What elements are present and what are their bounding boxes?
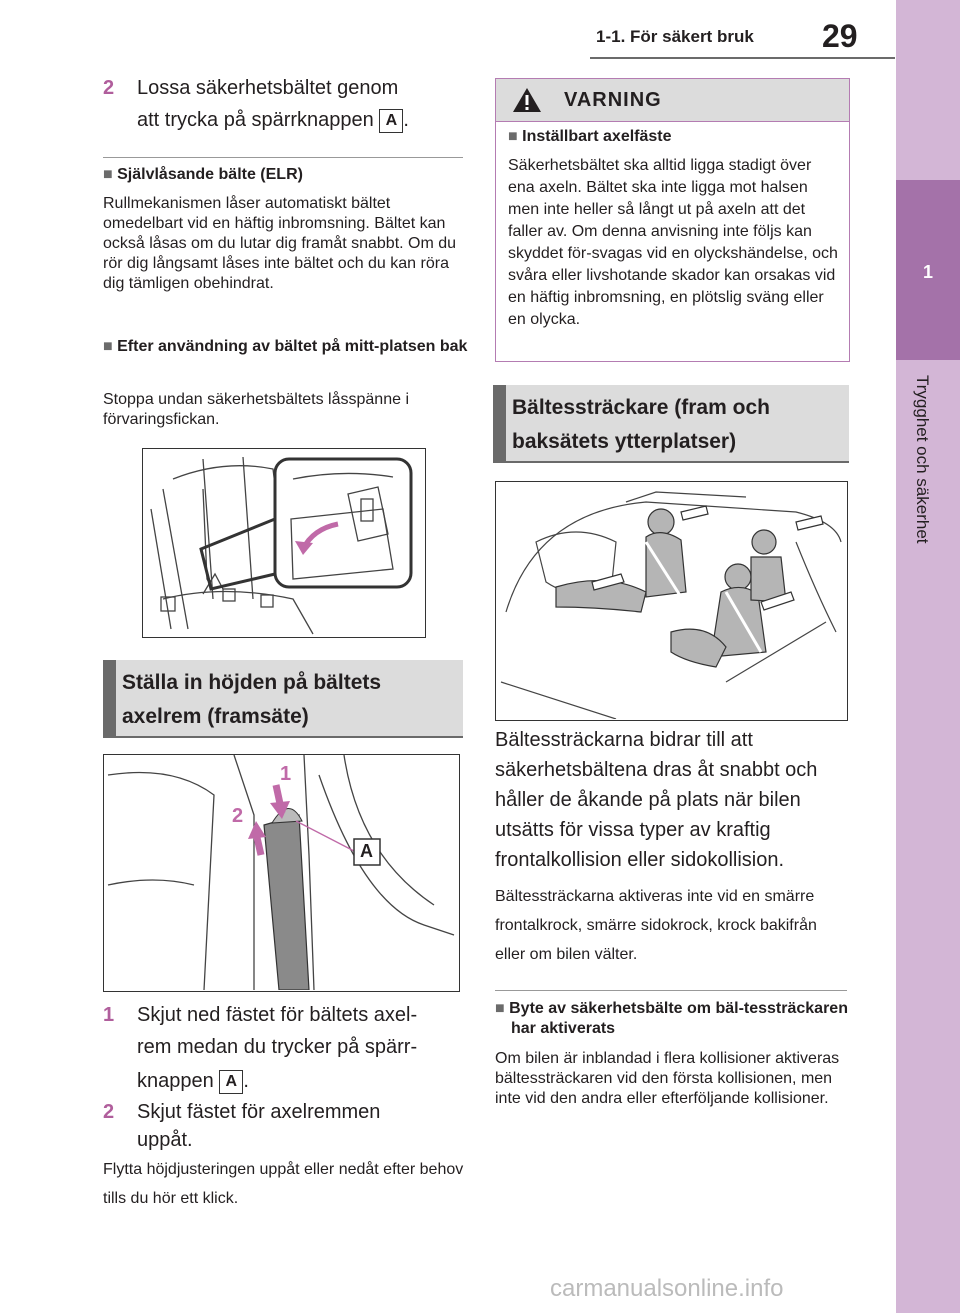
running-header: 1-1. För säkert bruk [596, 27, 754, 46]
pretensioner-illustration [496, 482, 846, 719]
pretensioner-description: Bältessträckarna bidrar till att säkerhetsbältena dras åt snabbt och håller de åkande på plats när bilen utsätts för vissa typer av kraftig frontalkollision eller sidokollision. [495, 729, 818, 871]
bullet-square: ■ [508, 128, 518, 145]
step-text: Skjut ned fästet för bältets axel- [137, 1004, 418, 1026]
figure-pretensioners [495, 481, 848, 721]
step-text: Skjut fästet för axelremmen [137, 1101, 381, 1123]
after-use-heading [103, 337, 479, 357]
replace-title: Byte av säkerhetsbälte om bäl-tessträckaren har aktiverats [509, 1000, 848, 1037]
chapter-title: Trygghet och säkerhet [913, 375, 932, 544]
step-1-line2: rem medan du trycker på spärr- [137, 1036, 418, 1058]
chapter-number: 1 [922, 262, 933, 282]
elr-title: Självlåsande bälte (ELR) [117, 166, 303, 183]
elr-heading [103, 165, 463, 185]
after-use-body: Stoppa undan säkerhetsbältets låsspänne i förvaringsfickan. [103, 391, 409, 428]
button-a-label: A [219, 1070, 243, 1094]
warning-body: Säkerhetsbältet ska alltid ligga stadigt över ena axeln. Bältet ska inte ligga mot halsen men inte heller så långt ut på axeln att det faller av. Om denna anvisning inte följs kan skyddet för-svagas vid en olyckshändelse, och svåra eller livshotande skador kan orsakas vid en häftig inbromsning, en plötslig sväng eller en olycka. [508, 157, 838, 328]
step-number: 2 [103, 77, 115, 99]
bullet-square: ■ [495, 1000, 505, 1017]
step-2-release [103, 72, 463, 104]
step-1-lower [103, 999, 463, 1031]
rear-seat-illustration [143, 449, 424, 636]
divider [103, 157, 463, 158]
callout-2: 2 [232, 805, 244, 827]
figure-shoulder-anchor [103, 754, 460, 992]
elr-body: Rullmekanismen låser automatiskt bältet omedelbart vid en häftig inbromsning. Bältet kan också låsas om du lutar dig framåt snabbt. Om du rör dig långsamt låses inte bältet och du kan röra dig tämligen obehindrat. [103, 195, 457, 292]
step-2-line2b: uppåt. [137, 1129, 193, 1151]
page-number: 29 [822, 18, 858, 54]
punct: . [403, 109, 409, 131]
step-number: 2 [103, 1101, 115, 1123]
step-text: Lossa säkerhetsbältet genom [137, 77, 399, 99]
callout-1: 1 [280, 763, 292, 785]
side-tab-top [896, 0, 960, 180]
header-rule [590, 57, 895, 59]
shoulder-anchor-illustration [104, 755, 458, 990]
adjust-note: Flytta höjdjusteringen uppåt eller nedåt efter behov tills du hör ett klick. [103, 1161, 464, 1207]
warning-sub-title: Inställbart axelfäste [522, 128, 672, 145]
step-number: 1 [103, 1004, 115, 1026]
warning-triangle-icon [512, 87, 542, 113]
pretensioner-note: Bältessträckarna aktiveras inte vid en smärre frontalkrock, smärre sidokrock, krock bakifrån eller om bilen välter. [495, 888, 817, 963]
step-text: att trycka på spärrknappen [137, 109, 374, 131]
warning-subheading [508, 127, 838, 147]
section-heading-shoulder-height: Ställa in höjden på bältets axelrem (framsäte) [103, 660, 463, 738]
punct: . [243, 1070, 249, 1092]
step-2-line2 [137, 104, 467, 136]
button-a-label: A [379, 109, 403, 133]
warning-header [496, 79, 849, 122]
after-use-title: Efter användning av bältet på mitt-platsen bak [117, 338, 468, 355]
watermark: carmanualsonline.info [550, 1275, 784, 1302]
replace-body: Om bilen är inblandad i flera kollisioner aktiveras bältessträckaren vid den första kollisionen, men inte vid den andra eller efterföljande kollisioner. [495, 1050, 840, 1107]
section-heading-pretensioners: Bältessträckare (fram och baksätets ytterplatser) [493, 385, 849, 463]
divider [495, 990, 847, 991]
figure-rear-seat-buckle [142, 448, 426, 638]
step-1-line3 [137, 1065, 467, 1097]
replace-heading [495, 999, 861, 1039]
bullet-square: ■ [103, 338, 113, 355]
warning-title: VARNING [564, 89, 662, 111]
bullet-square: ■ [103, 166, 113, 183]
step-text: knappen [137, 1070, 214, 1092]
callout-a: A [360, 841, 373, 861]
warning-box [495, 78, 850, 362]
